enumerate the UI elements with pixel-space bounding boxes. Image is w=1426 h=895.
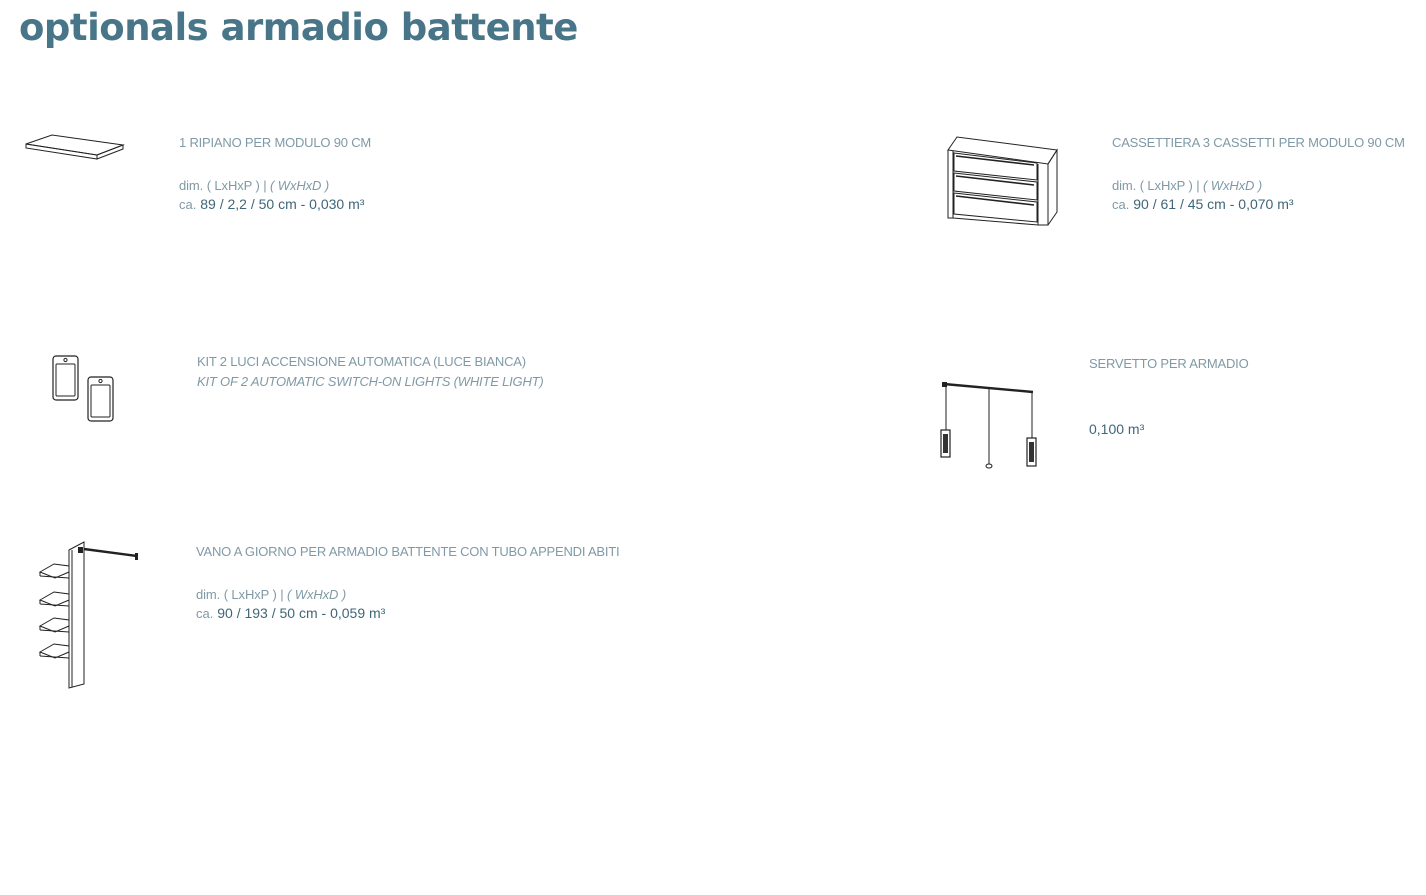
item-measures: ca. 90 / 193 / 50 cm - 0,059 m³	[196, 605, 386, 621]
page-title: optionals armadio battente	[19, 6, 578, 49]
pull-down-rail-icon	[936, 378, 1042, 474]
dimension-label: dim. ( LxHxP ) | ( WxHxD )	[196, 587, 347, 602]
item-volume: 0,100 m³	[1089, 421, 1145, 437]
item-name: 1 RIPIANO PER MODULO 90 CM	[179, 135, 372, 150]
dimension-label: dim. ( LxHxP ) | ( WxHxD )	[179, 178, 330, 193]
item-name: VANO A GIORNO PER ARMADIO BATTENTE CON TUBO APPENDI ABITI	[196, 544, 620, 559]
shelf-icon	[22, 130, 127, 165]
item-measures: ca. 90 / 61 / 45 cm - 0,070 m³	[1112, 196, 1294, 212]
item-name: KIT 2 LUCI ACCENSIONE AUTOMATICA (LUCE BIANCA)	[197, 354, 526, 369]
item-measures: ca. 89 / 2,2 / 50 cm - 0,030 m³	[179, 196, 365, 212]
item-name-english: KIT OF 2 AUTOMATIC SWITCH-ON LIGHTS (WHITE LIGHT)	[197, 374, 544, 389]
drawer-chest-icon	[944, 134, 1062, 230]
open-compartment-icon	[36, 538, 142, 692]
dimension-label: dim. ( LxHxP ) | ( WxHxD )	[1112, 178, 1263, 193]
lights-kit-icon	[50, 353, 120, 425]
item-name: SERVETTO PER ARMADIO	[1089, 356, 1249, 371]
item-name: CASSETTIERA 3 CASSETTI PER MODULO 90 CM	[1112, 135, 1405, 150]
